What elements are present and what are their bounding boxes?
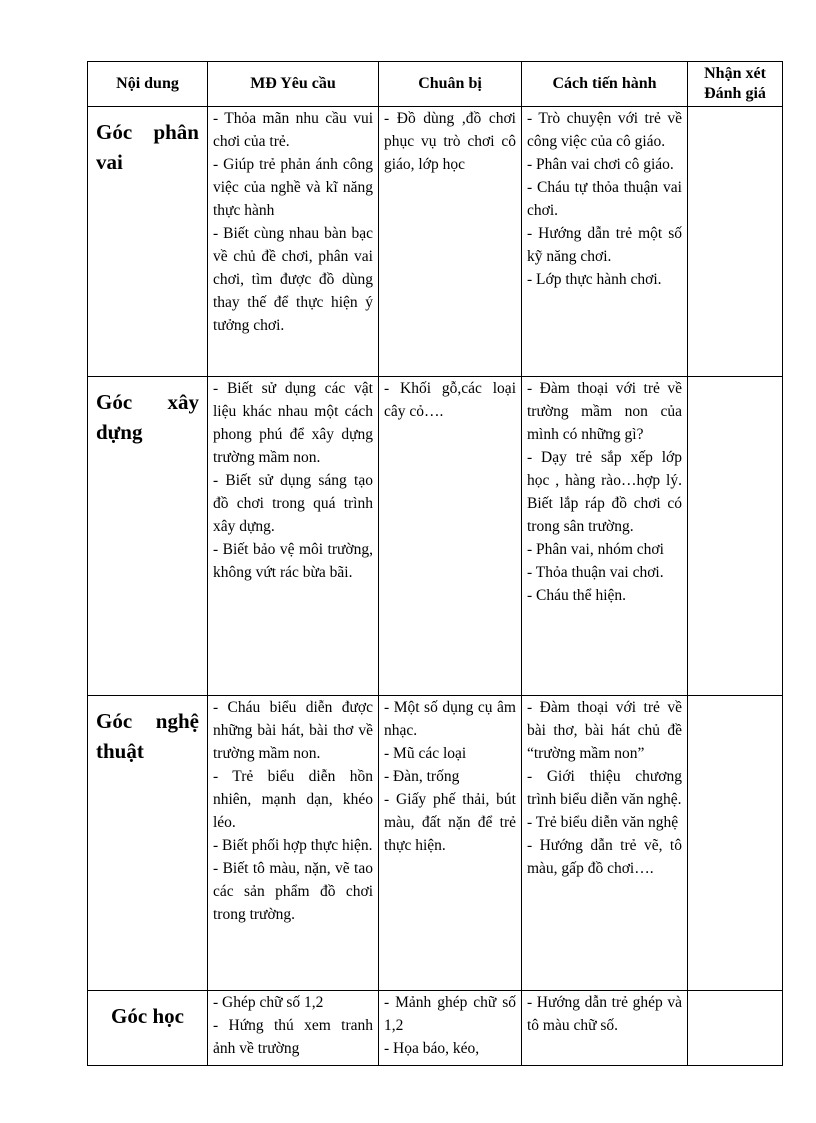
category-cell: Góc học bbox=[88, 991, 208, 1066]
table-row bbox=[88, 991, 783, 1066]
nhan-xet-cell bbox=[688, 696, 783, 991]
cach-tien-hanh-cell: - Đàm thoại với trẻ về bài thơ, bài hát chủ đề “trường mầm non” - Giới thiệu chương trình biểu diễn văn nghệ. - Trẻ biểu diễn văn nghệ - Hướng dẫn trẻ vẽ, tô màu, gấp đồ chơi…. bbox=[522, 696, 688, 991]
category-cell: Góc xây dựng bbox=[88, 377, 208, 696]
yeu-cau-cell: - Cháu biểu diễn được những bài hát, bài thơ về trường mầm non. - Trẻ biểu diễn hồn nhiên, mạnh dạn, khéo léo. - Biết phối hợp thực hiện. - Biết tô màu, nặn, vẽ tao các sản phẩm đồ chơi trong trường. bbox=[208, 696, 379, 991]
nhan-xet-cell bbox=[688, 991, 783, 1066]
header-cach-tien-hanh: Cách tiến hành bbox=[522, 62, 688, 107]
activity-table bbox=[87, 61, 783, 1066]
chuan-bi-cell: - Mảnh ghép chữ số 1,2 - Họa báo, kéo, bbox=[379, 991, 522, 1066]
table-row bbox=[88, 107, 783, 377]
header-noi-dung: Nội dung bbox=[88, 62, 208, 107]
cach-tien-hanh-cell: - Hướng dẫn trẻ ghép và tô màu chữ số. bbox=[522, 991, 688, 1066]
header-nhan-xet-line-2: Đánh giá bbox=[704, 85, 766, 102]
header-yeu-cau: MĐ Yêu cầu bbox=[208, 62, 379, 107]
yeu-cau-cell: - Biết sử dụng các vật liệu khác nhau một cách phong phú để xây dựng trường mầm non. - Biết sử dụng sáng tạo đồ chơi trong quá trình xây dựng. - Biết bảo vệ môi trường, không vứt rác bừa bãi. bbox=[208, 377, 379, 696]
cach-tien-hanh-cell: - Đàm thoại với trẻ về trường mầm non của mình có những gì? - Dạy trẻ sắp xếp lớp học , hàng rào…hợp lý. Biết lắp ráp đồ chơi có trong sân trường. - Phân vai, nhóm chơi - Thỏa thuận vai chơi. - Cháu thể hiện. bbox=[522, 377, 688, 696]
table-row bbox=[88, 377, 783, 696]
header-row bbox=[88, 62, 783, 107]
yeu-cau-cell: - Thỏa mãn nhu cầu vui chơi của trẻ. - Giúp trẻ phản ánh công việc của nghề và kĩ năng thực hành - Biết cùng nhau bàn bạc về chủ đề chơi, phân vai chơi, tìm được đồ dùng thay thế để thực hiện ý tưởng chơi. bbox=[208, 107, 379, 377]
category-cell: Góc phân vai bbox=[88, 107, 208, 377]
table-row bbox=[88, 696, 783, 991]
nhan-xet-cell bbox=[688, 107, 783, 377]
document-page bbox=[87, 61, 783, 1066]
header-chuan-bi: Chuân bị bbox=[379, 62, 522, 107]
header-nhan-xet-line-1: Nhận xét bbox=[704, 65, 766, 82]
chuan-bi-cell: - Một số dụng cụ âm nhạc. - Mũ các loại - Đàn, trống - Giấy phế thải, bút màu, đất nặn để trẻ thực hiện. bbox=[379, 696, 522, 991]
chuan-bi-cell: - Khối gỗ,các loại cây cỏ…. bbox=[379, 377, 522, 696]
chuan-bi-cell: - Đồ dùng ,đồ chơi phục vụ trò chơi cô giáo, lớp học bbox=[379, 107, 522, 377]
cach-tien-hanh-cell: - Trò chuyện với trẻ về công việc của cô giáo. - Phân vai chơi cô giáo. - Cháu tự thỏa thuận vai chơi. - Hướng dẫn trẻ một số kỹ năng chơi. - Lớp thực hành chơi. bbox=[522, 107, 688, 377]
nhan-xet-cell bbox=[688, 377, 783, 696]
category-cell: Góc nghệ thuật bbox=[88, 696, 208, 991]
header-nhan-xet bbox=[688, 62, 783, 107]
yeu-cau-cell: - Ghép chữ số 1,2 - Hứng thú xem tranh ảnh về trường bbox=[208, 991, 379, 1066]
